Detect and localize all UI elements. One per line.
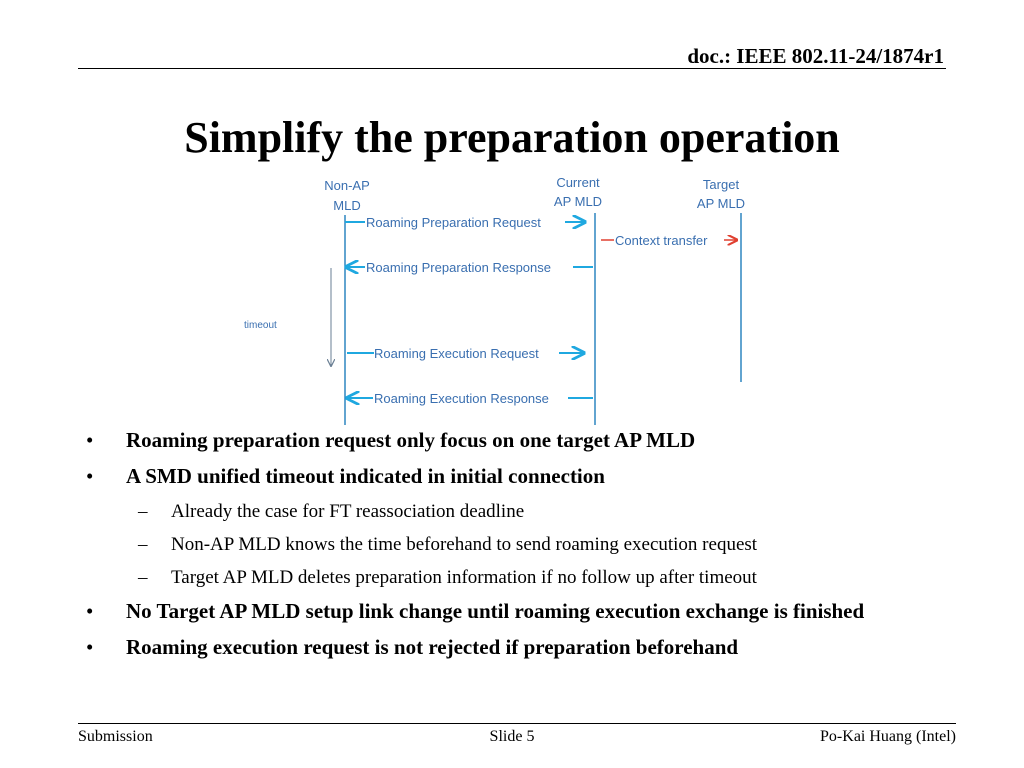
exec-request-label: Roaming Execution Request: [374, 346, 539, 361]
footer-divider: [78, 723, 956, 724]
prep-request-label: Roaming Preparation Request: [366, 215, 541, 230]
bullet-item: [86, 631, 946, 663]
bullet-item: [86, 595, 946, 627]
sub-bullet-text: Non-AP MLD knows the time beforehand to send roaming execution request: [171, 534, 758, 555]
entity-target-ap-line2: AP MLD: [696, 196, 746, 211]
exec-response-label: Roaming Execution Response: [374, 391, 549, 406]
document-id: doc.: IEEE 802.11-24/1874r1: [687, 44, 944, 68]
sub-bullet-item: [86, 529, 946, 561]
footer-author: Po-Kai Huang (Intel): [820, 728, 956, 745]
prep-response-label: Roaming Preparation Response: [366, 260, 551, 275]
sub-bullet-item: [86, 562, 946, 594]
bullet-marker: •: [86, 428, 94, 452]
slide-title: Simplify the preparation operation: [184, 113, 840, 162]
sub-bullet-marker: –: [138, 501, 148, 522]
sub-bullet-marker: –: [138, 567, 148, 588]
footer-slide-number: Slide 5: [489, 728, 535, 745]
bullet-marker: •: [86, 635, 94, 659]
entity-non-ap-line2: MLD: [333, 198, 361, 213]
sub-bullet-marker: –: [138, 534, 148, 555]
bullet-text: No Target AP MLD setup link change until roaming execution exchange is finished: [126, 599, 865, 623]
bullet-marker: •: [86, 599, 94, 623]
bullet-item: [86, 424, 946, 456]
entity-current-ap-line1: Current: [556, 175, 600, 190]
timeout-label: timeout: [244, 320, 277, 331]
sub-bullet-text: Target AP MLD deletes preparation information if no follow up after timeout: [171, 567, 757, 588]
sub-bullet-text: Already the case for FT reassociation deadline: [171, 501, 525, 522]
bullet-list: [86, 424, 946, 667]
entity-non-ap-line1: Non-AP: [324, 178, 370, 193]
bullet-marker: •: [86, 464, 94, 488]
bullet-item: [86, 460, 946, 492]
context-transfer-label: Context transfer: [615, 233, 708, 248]
footer-submission: Submission: [78, 728, 153, 745]
entity-current-ap-line2: AP MLD: [553, 194, 603, 209]
sub-bullet-item: [86, 496, 946, 528]
bullet-text: Roaming preparation request only focus on one target AP MLD: [126, 428, 696, 452]
bullet-text: A SMD unified timeout indicated in initial connection: [126, 464, 605, 488]
bullet-text: Roaming execution request is not rejected if preparation beforehand: [126, 635, 739, 659]
entity-target-ap-line1: Target: [702, 177, 740, 192]
